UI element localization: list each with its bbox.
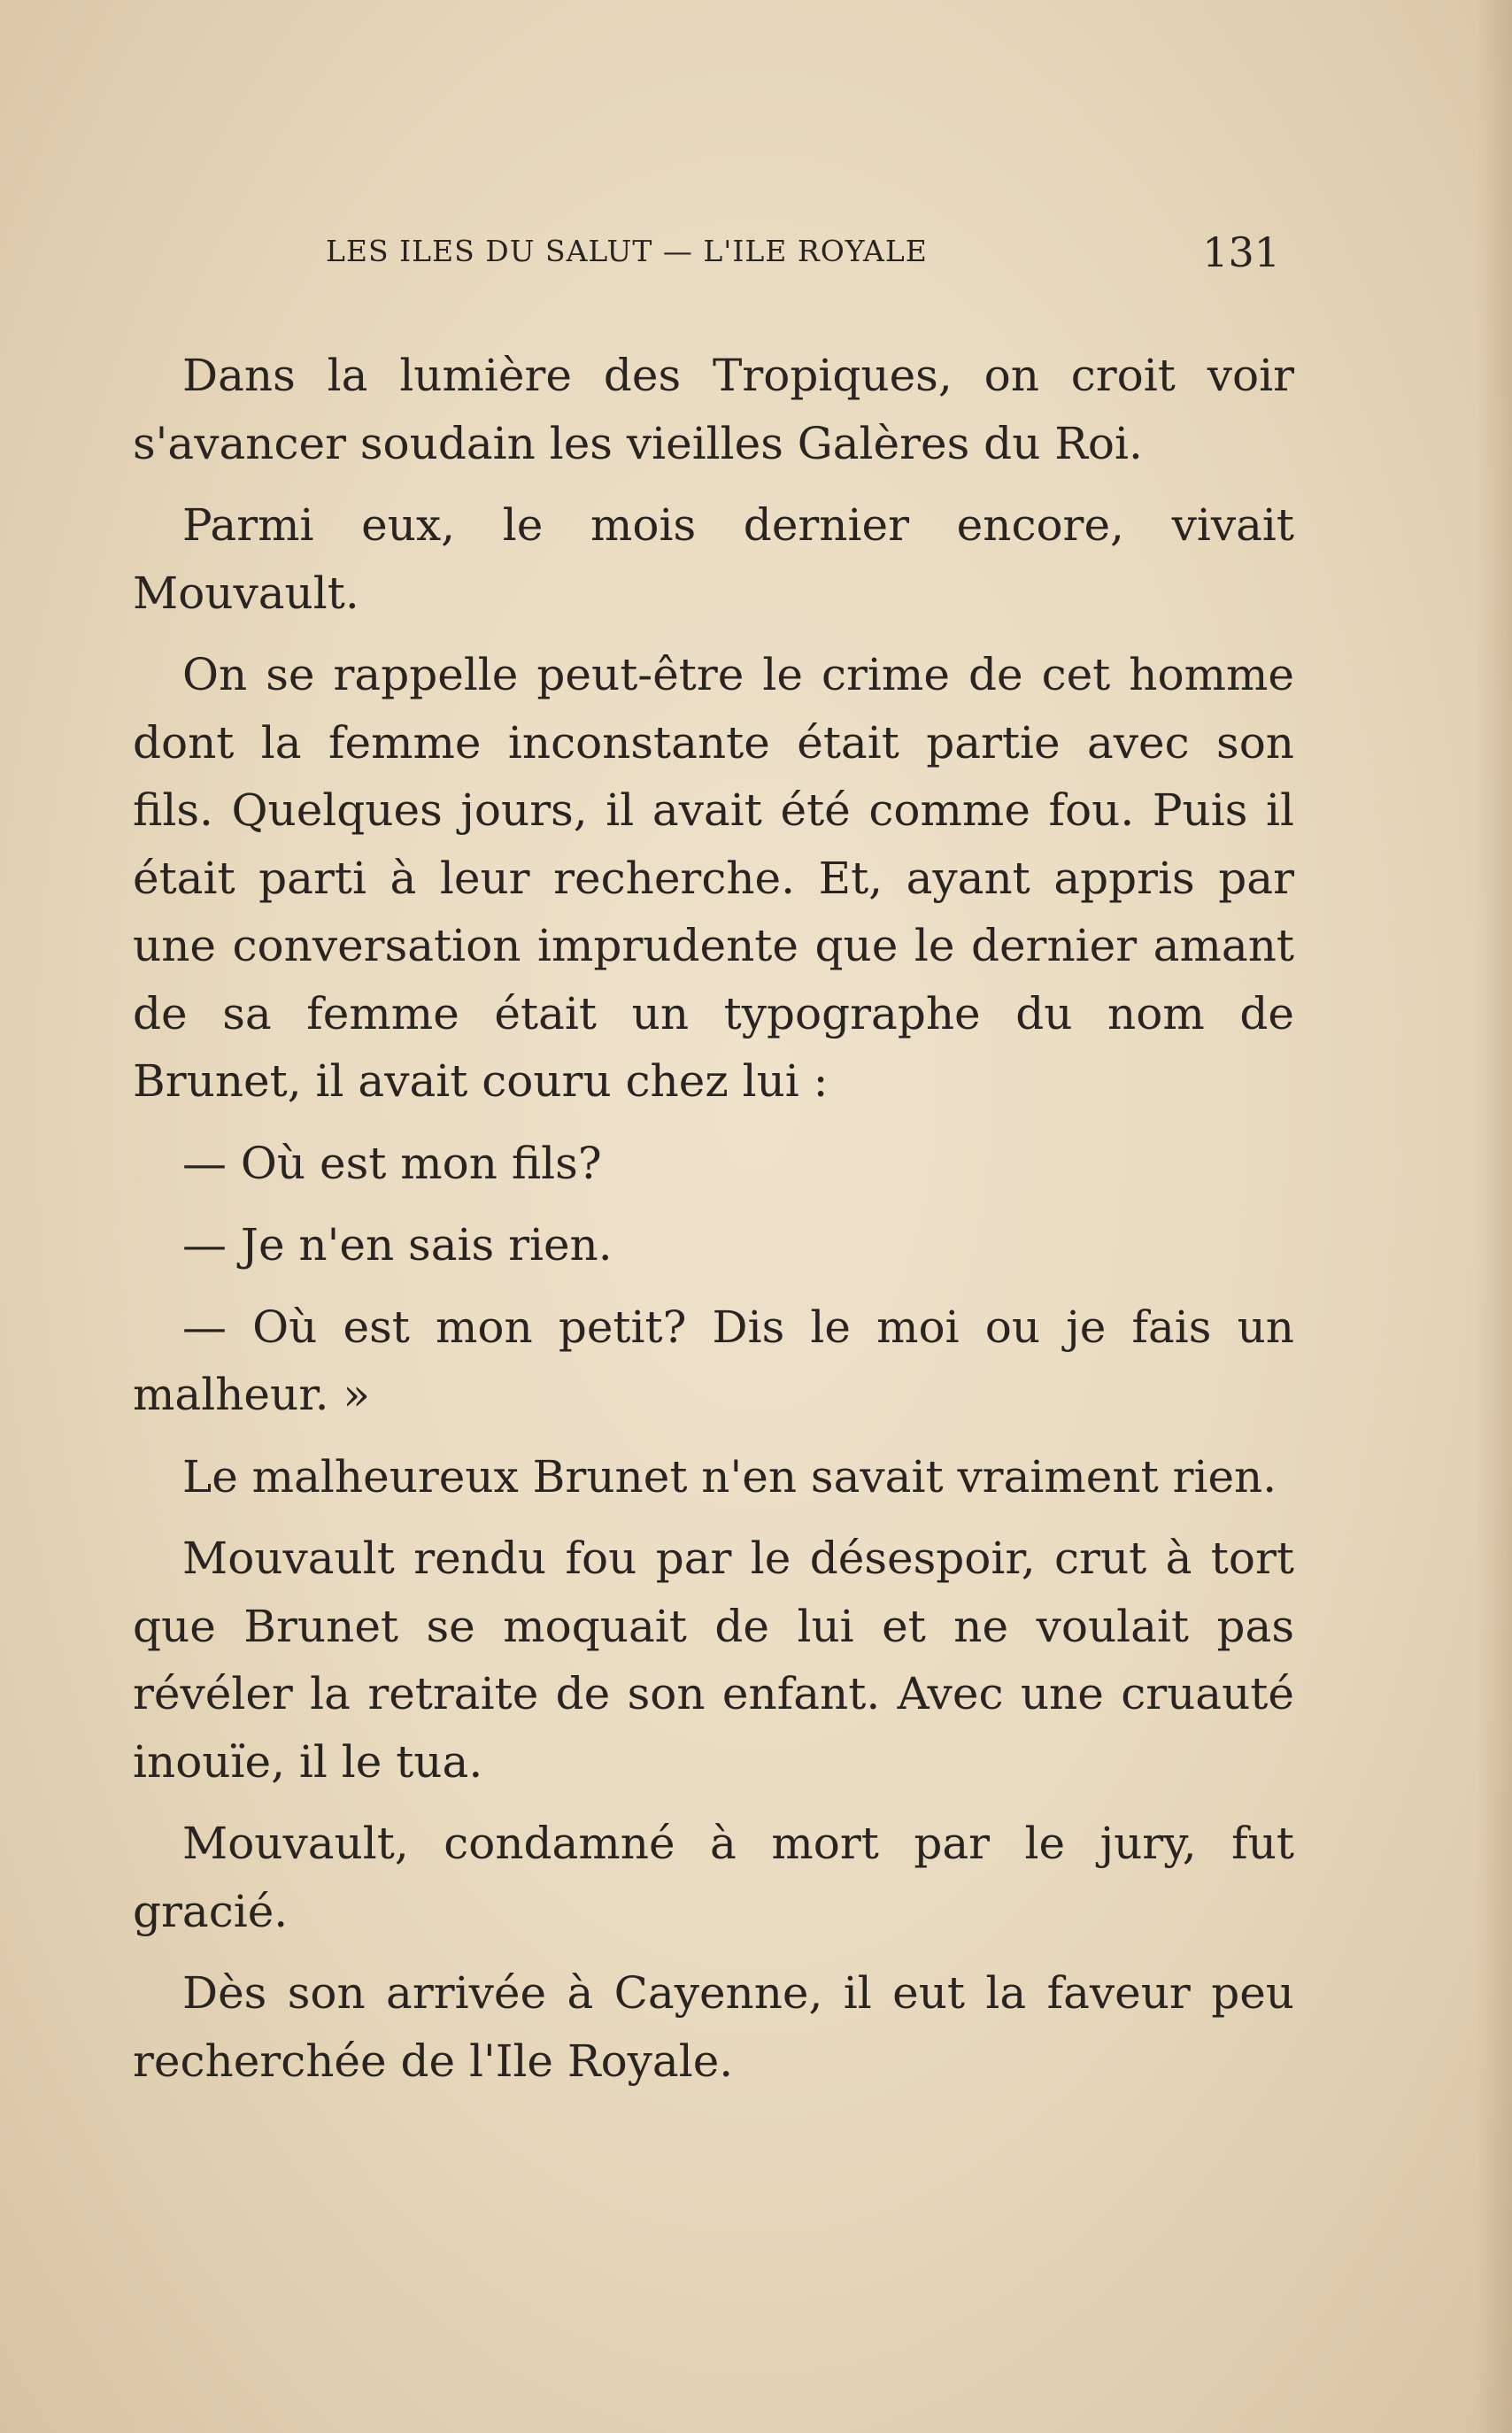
paragraph: Parmi eux, le mois dernier encore, vivait Mouvault. — [133, 499, 1294, 619]
dialogue-line: — Où est mon fils? — [182, 1137, 602, 1189]
dialogue-line: — Je n'en sais rien. — [182, 1219, 613, 1271]
paragraph: Dès son arrivée à Cayenne, il eut la faveur peu recherchée de l'Ile Royale. — [133, 1967, 1294, 2087]
paragraph: Dans la lumière des Tropiques, on croit voir s'avancer soudain les vieilles Galères du Roi. — [133, 350, 1294, 469]
paragraph: On se rappelle peut-être le crime de cet homme dont la femme inconstante était partie avec son fils. Quelques jours, il avait été comme fou. Puis il était parti à leur recherche. Et, ayant appris par une conversation imprudente que le dernier amant de sa femme était un typographe du nom de Brunet, il avait couru chez lui : — [133, 649, 1294, 1107]
paragraph: Le malheureux Brunet n'en savait vraiment rien. — [182, 1450, 1277, 1502]
dialogue-line: — Où est mon petit? Dis le moi ou je fais un malheur. » — [133, 1301, 1294, 1420]
page-number: 131 — [1202, 228, 1280, 276]
page-header — [326, 228, 1280, 282]
paragraph: Mouvault, condamné à mort par le jury, fut gracié. — [133, 1818, 1294, 1937]
body-text — [133, 342, 1294, 2109]
paragraph: Mouvault rendu fou par le désespoir, crut à tort que Brunet se moquait de lui et ne voulait pas révéler la retraite de son enfant. Avec une cruauté inouïe, il le tua. — [133, 1533, 1294, 1788]
running-title: LES ILES DU SALUT — L'ILE ROYALE — [326, 234, 928, 268]
